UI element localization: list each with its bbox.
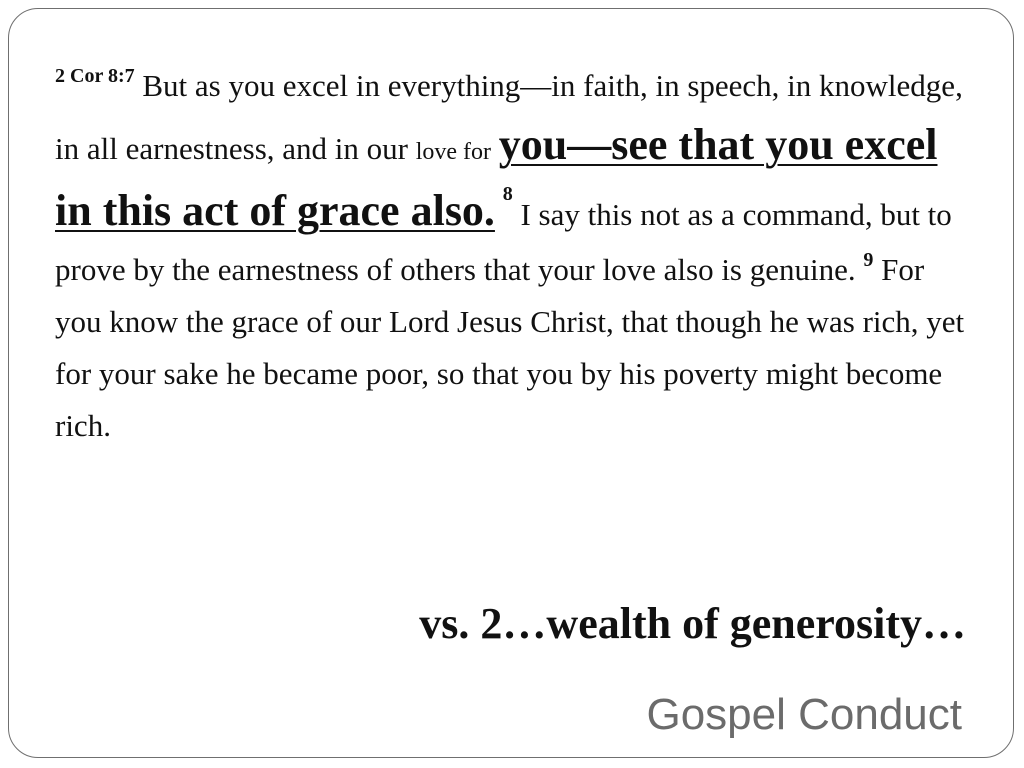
passage-text-3: I say this not as a command, but to prove by the earnestness of others that your love also is genuine. [55, 197, 952, 287]
verse-number-8: 8 [502, 183, 513, 205]
subheading: vs. 2…wealth of generosity… [419, 599, 966, 648]
passage-text-1: But as you excel in everything—in faith, in speech, in knowledge, in all earnestness, and in our [55, 68, 963, 166]
passage-text-4: For you know the grace of our Lord Jesus Christ, that though he was rich, yet for your sake he became poor, so that you by his poverty might become rich. [55, 252, 965, 443]
scripture-passage [55, 60, 975, 452]
verse-reference: 2 Cor 8:7 [55, 65, 135, 87]
emphasized-text: you—see that you excel in this act of grace also. [55, 120, 938, 235]
passage-text-2: love for [415, 139, 492, 165]
slide-title: Gospel Conduct [646, 690, 962, 739]
verse-number-9: 9 [863, 249, 874, 271]
